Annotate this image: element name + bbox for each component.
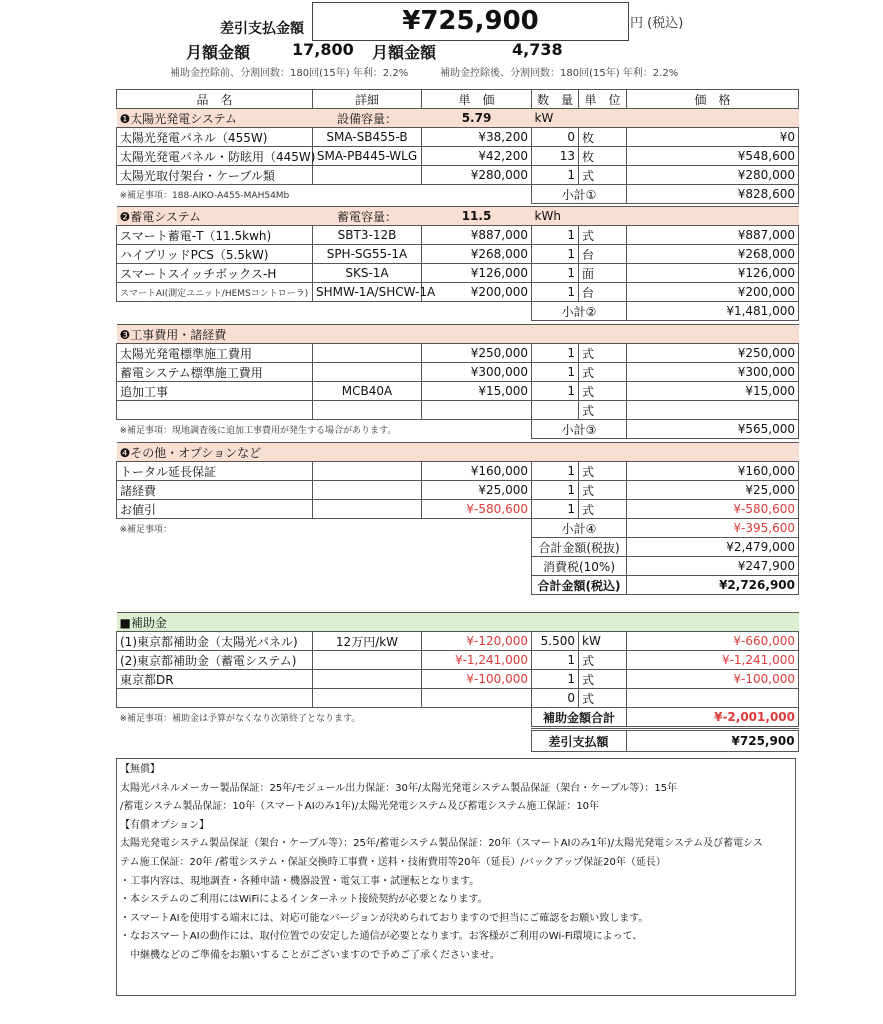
item-detail: SMA-SB455-B bbox=[313, 128, 422, 147]
col-detail: 詳細 bbox=[313, 90, 422, 109]
section-header bbox=[117, 109, 799, 128]
table-row bbox=[117, 651, 799, 670]
note-line: ・工事内容は、現地調査・各種申請・機器設置・電気工事・試運転となります。 bbox=[120, 875, 480, 887]
item-unit-price: ¥-1,241,000 bbox=[422, 651, 532, 670]
footnote: ※補足事項：現地調査後に追加工事費用が発生する場合があります。 bbox=[119, 425, 397, 436]
item-price: ¥280,000 bbox=[627, 166, 799, 185]
item-price: ¥0 bbox=[627, 128, 799, 147]
item-price: ¥-580,600 bbox=[627, 500, 799, 519]
item-name: ハイブリッドPCS（5.5kW) bbox=[117, 245, 313, 264]
item-name: スマート蓄電-T（11.5kwh) bbox=[117, 226, 313, 245]
item-unit-price: ¥200,000 bbox=[422, 283, 532, 302]
monthly-label-after: 月額金額 bbox=[372, 43, 437, 62]
item-detail bbox=[313, 166, 422, 185]
item-price: ¥25,000 bbox=[627, 481, 799, 500]
item-price: ¥15,000 bbox=[627, 382, 799, 401]
monthly-label-before: 月額金額 bbox=[186, 43, 251, 62]
col-qty: 数 量 bbox=[532, 90, 579, 109]
item-price: ¥300,000 bbox=[627, 363, 799, 382]
item-price: ¥548,600 bbox=[627, 147, 799, 166]
item-name: 東京都DR bbox=[117, 670, 313, 689]
amount-unit: 円 (税込) bbox=[630, 16, 684, 31]
item-qty: 1 bbox=[532, 283, 579, 302]
item-unit: 台 bbox=[579, 245, 627, 264]
item-qty: 1 bbox=[532, 481, 579, 500]
item-qty: 1 bbox=[532, 344, 579, 363]
item-detail: SMA-PB445-WLG bbox=[313, 147, 422, 166]
item-unit: 枚 bbox=[579, 128, 627, 147]
note-line: 太陽光パネルメーカー製品保証：25年/モジュール出力保証：30年/太陽光発電システム製品保証（架台・ケーブル等）：15年 bbox=[120, 782, 678, 794]
item-detail: MCB40A bbox=[313, 382, 422, 401]
item-unit-price: ¥280,000 bbox=[422, 166, 532, 185]
table-row bbox=[117, 632, 799, 651]
subsidy-section bbox=[116, 612, 799, 727]
table-row bbox=[117, 128, 799, 147]
subtotal-row bbox=[117, 708, 799, 727]
section-header bbox=[117, 443, 799, 462]
item-qty: 1 bbox=[532, 382, 579, 401]
item-unit: 枚 bbox=[579, 147, 627, 166]
section-title: ❶太陽光発電システム bbox=[117, 109, 313, 128]
capacity-label: 設備容量： bbox=[313, 109, 422, 128]
table-row bbox=[117, 670, 799, 689]
capacity-label bbox=[313, 325, 422, 344]
capacity-label bbox=[313, 443, 422, 462]
capacity-unit: kW bbox=[532, 109, 799, 128]
table-row bbox=[117, 401, 799, 420]
subtotal-label: 消費税(10%) bbox=[532, 557, 627, 576]
note-line: テム施工保証：20年 /蓄電システム・保証交換時工事費・送料・技術費用等20年（延長）/バックアップ保証20年（延長） bbox=[120, 856, 666, 868]
item-price: ¥250,000 bbox=[627, 344, 799, 363]
subtotal-row bbox=[117, 420, 799, 439]
subtotal-label: 小計④ bbox=[532, 519, 627, 538]
item-unit-price bbox=[422, 689, 532, 708]
net-payment-row-value: ¥725,900 bbox=[626, 730, 798, 752]
item-qty: 13 bbox=[532, 147, 579, 166]
table-row bbox=[117, 344, 799, 363]
item-unit-price: ¥-100,000 bbox=[422, 670, 532, 689]
item-unit-price bbox=[422, 401, 532, 420]
capacity-unit bbox=[532, 443, 799, 462]
note-line: ・なおスマートAIの動作には、取付位置での安定した通信が必要となります。お客様がご利用のWi-Fi環境によって、 bbox=[120, 931, 643, 943]
capacity-value bbox=[422, 443, 532, 462]
footnote bbox=[117, 576, 532, 595]
subtotal-row bbox=[117, 538, 799, 557]
table-row bbox=[117, 481, 799, 500]
subtotal-value: ¥-395,600 bbox=[627, 519, 799, 538]
table-row bbox=[117, 264, 799, 283]
item-name bbox=[117, 401, 313, 420]
capacity-unit bbox=[532, 325, 799, 344]
col-price: 価 格 bbox=[627, 90, 799, 109]
item-qty: 1 bbox=[532, 651, 579, 670]
item-unit: 面 bbox=[579, 264, 627, 283]
item-detail bbox=[313, 689, 422, 708]
section-1 bbox=[116, 108, 799, 204]
item-detail: SHMW-1A/SHCW-1A bbox=[313, 283, 422, 302]
item-name: 太陽光発電パネル（455W) bbox=[117, 128, 313, 147]
item-detail: SBT3-12B bbox=[313, 226, 422, 245]
footnote: ※補足事項：補助金は予算がなくなり次第終了となります。 bbox=[119, 713, 361, 724]
item-name: (1)東京都補助金（太陽光パネル) bbox=[117, 632, 313, 651]
subtotal-label: 小計③ bbox=[532, 420, 627, 439]
footnote bbox=[117, 557, 532, 576]
item-price: ¥-100,000 bbox=[627, 670, 799, 689]
item-unit: 式 bbox=[579, 481, 627, 500]
item-price: ¥887,000 bbox=[627, 226, 799, 245]
item-qty: 1 bbox=[532, 226, 579, 245]
net-payment-section bbox=[116, 728, 799, 752]
note-line: 中継機などのご準備をお願いすることがございますので予めご了承くださいませ。 bbox=[120, 949, 500, 961]
capacity-value: 5.79 bbox=[422, 109, 532, 128]
item-name: 太陽光発電パネル・防眩用（445W) bbox=[117, 147, 313, 166]
item-unit-price: ¥25,000 bbox=[422, 481, 532, 500]
item-unit: 式 bbox=[579, 363, 627, 382]
item-unit: 式 bbox=[579, 226, 627, 245]
item-name: トータル延長保証 bbox=[117, 462, 313, 481]
subtotal-value: ¥2,479,000 bbox=[627, 538, 799, 557]
item-unit: 台 bbox=[579, 283, 627, 302]
note-line: /蓄電システム製品保証：10年（スマートAIのみ1年)/太陽光発電システム及び蓄電システム施工保証：10年 bbox=[120, 801, 600, 813]
item-qty: 0 bbox=[532, 689, 579, 708]
item-unit: 式 bbox=[579, 500, 627, 519]
net-payment-amount: ¥725,900 bbox=[312, 2, 629, 41]
item-qty: 5.500 bbox=[532, 632, 579, 651]
item-name: 諸経費 bbox=[117, 481, 313, 500]
section-header bbox=[117, 325, 799, 344]
item-name: 蓄電システム標準施工費用 bbox=[117, 363, 313, 382]
item-unit-price: ¥-580,600 bbox=[422, 500, 532, 519]
section-title: ❸工事費用・諸経費 bbox=[117, 325, 313, 344]
col-unit-price: 単 価 bbox=[422, 90, 532, 109]
item-qty bbox=[532, 401, 579, 420]
subtotal-value: ¥1,481,000 bbox=[627, 302, 799, 321]
item-name: 追加工事 bbox=[117, 382, 313, 401]
section-header bbox=[117, 207, 799, 226]
item-qty: 1 bbox=[532, 363, 579, 382]
item-qty: 1 bbox=[532, 166, 579, 185]
item-price bbox=[627, 401, 799, 420]
subtotal-label: 小計② bbox=[532, 302, 627, 321]
table-row bbox=[117, 363, 799, 382]
item-unit: 式 bbox=[579, 344, 627, 363]
note-line: 太陽光発電システム製品保証（架台・ケーブル等）：25年/蓄電システム製品保証：20年（スマートAIのみ1年)/太陽光発電システム及び蓄電シス bbox=[120, 838, 763, 850]
subtotal-label: 小計① bbox=[532, 185, 627, 204]
item-detail: SPH-SG55-1A bbox=[313, 245, 422, 264]
item-name: (2)東京都補助金（蓄電システム) bbox=[117, 651, 313, 670]
item-unit-price: ¥-120,000 bbox=[422, 632, 532, 651]
item-unit-price: ¥38,200 bbox=[422, 128, 532, 147]
subtotal-row bbox=[117, 557, 799, 576]
subtotal-label: 補助金額合計 bbox=[532, 708, 627, 727]
subtotal-value: ¥565,000 bbox=[627, 420, 799, 439]
item-unit: kW bbox=[579, 632, 627, 651]
subtotal-label: 合計金額(税込) bbox=[532, 576, 627, 595]
item-unit: 式 bbox=[579, 651, 627, 670]
capacity-value bbox=[422, 325, 532, 344]
section-4 bbox=[116, 442, 799, 595]
item-detail bbox=[313, 670, 422, 689]
note-line: 【有償オプション】 bbox=[120, 819, 210, 831]
item-name: スマートスイッチボックス-H bbox=[117, 264, 313, 283]
subsidy-header bbox=[117, 613, 799, 632]
item-unit-price: ¥268,000 bbox=[422, 245, 532, 264]
item-unit-price: ¥42,200 bbox=[422, 147, 532, 166]
item-qty: 0 bbox=[532, 128, 579, 147]
item-unit-price: ¥887,000 bbox=[422, 226, 532, 245]
subtotal-row bbox=[117, 576, 799, 595]
section-2 bbox=[116, 206, 799, 321]
item-price: ¥200,000 bbox=[627, 283, 799, 302]
subtotal-row bbox=[117, 519, 799, 538]
table-row bbox=[117, 226, 799, 245]
net-payment-row bbox=[116, 730, 798, 752]
item-qty: 1 bbox=[532, 264, 579, 283]
table-row bbox=[117, 283, 799, 302]
notes-box bbox=[116, 758, 796, 996]
section-title: ❷蓄電システム bbox=[117, 207, 313, 226]
table-row bbox=[117, 245, 799, 264]
item-price: ¥268,000 bbox=[627, 245, 799, 264]
item-name: スマートAI(測定ユニット/HEMSコントローラ) bbox=[117, 283, 313, 302]
item-detail bbox=[313, 462, 422, 481]
item-price bbox=[627, 689, 799, 708]
item-unit-price: ¥15,000 bbox=[422, 382, 532, 401]
item-detail bbox=[313, 363, 422, 382]
subtotal-value: ¥2,726,900 bbox=[627, 576, 799, 595]
capacity-value: 11.5 bbox=[422, 207, 532, 226]
subtotal-value: ¥247,900 bbox=[627, 557, 799, 576]
footnote bbox=[117, 302, 532, 321]
item-price: ¥-1,241,000 bbox=[627, 651, 799, 670]
subtotal-value: ¥-2,001,000 bbox=[627, 708, 799, 727]
item-price: ¥126,000 bbox=[627, 264, 799, 283]
section-title: ❹その他・オプションなど bbox=[117, 443, 313, 462]
item-unit: 式 bbox=[579, 382, 627, 401]
item-detail: 12万円/kW bbox=[313, 632, 422, 651]
item-unit-price: ¥250,000 bbox=[422, 344, 532, 363]
subtotal-row bbox=[117, 302, 799, 321]
table-row bbox=[117, 166, 799, 185]
item-name: お値引 bbox=[117, 500, 313, 519]
monthly-value-after: 4,738 bbox=[512, 40, 563, 59]
item-qty: 1 bbox=[532, 245, 579, 264]
item-qty: 1 bbox=[532, 500, 579, 519]
terms-before-subsidy: 補助金控除前、分割回数：180回(15年) 年利：2.2% bbox=[170, 68, 409, 79]
item-qty: 1 bbox=[532, 670, 579, 689]
item-qty: 1 bbox=[532, 462, 579, 481]
item-unit-price: ¥160,000 bbox=[422, 462, 532, 481]
item-unit: 式 bbox=[579, 462, 627, 481]
item-name: 太陽光取付架台・ケーブル類 bbox=[117, 166, 313, 185]
note-line: ・本システムのご利用にはWiFiによるインターネット接続契約が必要となります。 bbox=[120, 894, 488, 906]
item-price: ¥-660,000 bbox=[627, 632, 799, 651]
net-payment-label: 差引支払金額 bbox=[220, 21, 304, 37]
subtotal-value: ¥828,600 bbox=[627, 185, 799, 204]
item-unit: 式 bbox=[579, 689, 627, 708]
item-unit: 式 bbox=[579, 166, 627, 185]
item-detail bbox=[313, 500, 422, 519]
item-detail: SKS-1A bbox=[313, 264, 422, 283]
section-3 bbox=[116, 324, 799, 439]
subtotal-label: 合計金額(税抜) bbox=[532, 538, 627, 557]
note-line: 【無償】 bbox=[120, 764, 160, 775]
net-payment-row-label: 差引支払額 bbox=[531, 730, 626, 752]
item-name: 太陽光発電標準施工費用 bbox=[117, 344, 313, 363]
footnote: ※補足事項： bbox=[119, 524, 173, 535]
item-detail bbox=[313, 481, 422, 500]
item-unit-price: ¥126,000 bbox=[422, 264, 532, 283]
spacer bbox=[116, 730, 531, 752]
item-detail bbox=[313, 344, 422, 363]
table-row bbox=[117, 382, 799, 401]
footnote: ※補足事項：188-AIKO-A455-MAH54Mb bbox=[119, 190, 290, 201]
item-price: ¥160,000 bbox=[627, 462, 799, 481]
item-name bbox=[117, 689, 313, 708]
col-unit: 単 位 bbox=[579, 90, 627, 109]
item-unit-price: ¥300,000 bbox=[422, 363, 532, 382]
item-detail bbox=[313, 651, 422, 670]
capacity-unit: kWh bbox=[532, 207, 799, 226]
subtotal-row bbox=[117, 185, 799, 204]
table-row bbox=[117, 500, 799, 519]
item-unit: 式 bbox=[579, 670, 627, 689]
footnote bbox=[117, 538, 532, 557]
table-row bbox=[117, 462, 799, 481]
item-detail bbox=[313, 401, 422, 420]
item-unit: 式 bbox=[579, 401, 627, 420]
capacity-label: 蓄電容量： bbox=[313, 207, 422, 226]
column-header bbox=[116, 89, 799, 109]
note-line: ・スマートAIを使用する端末には、対応可能なバージョンが決められておりますので担当にご確認をお願い致します。 bbox=[120, 912, 649, 924]
subsidy-title: ■補助金 bbox=[117, 613, 799, 632]
table-row bbox=[117, 147, 799, 166]
table-row bbox=[117, 689, 799, 708]
col-name: 品 名 bbox=[117, 90, 313, 109]
monthly-value-before: 17,800 bbox=[292, 40, 354, 59]
terms-after-subsidy: 補助金控除後、分割回数：180回(15年) 年利：2.2% bbox=[440, 68, 679, 79]
